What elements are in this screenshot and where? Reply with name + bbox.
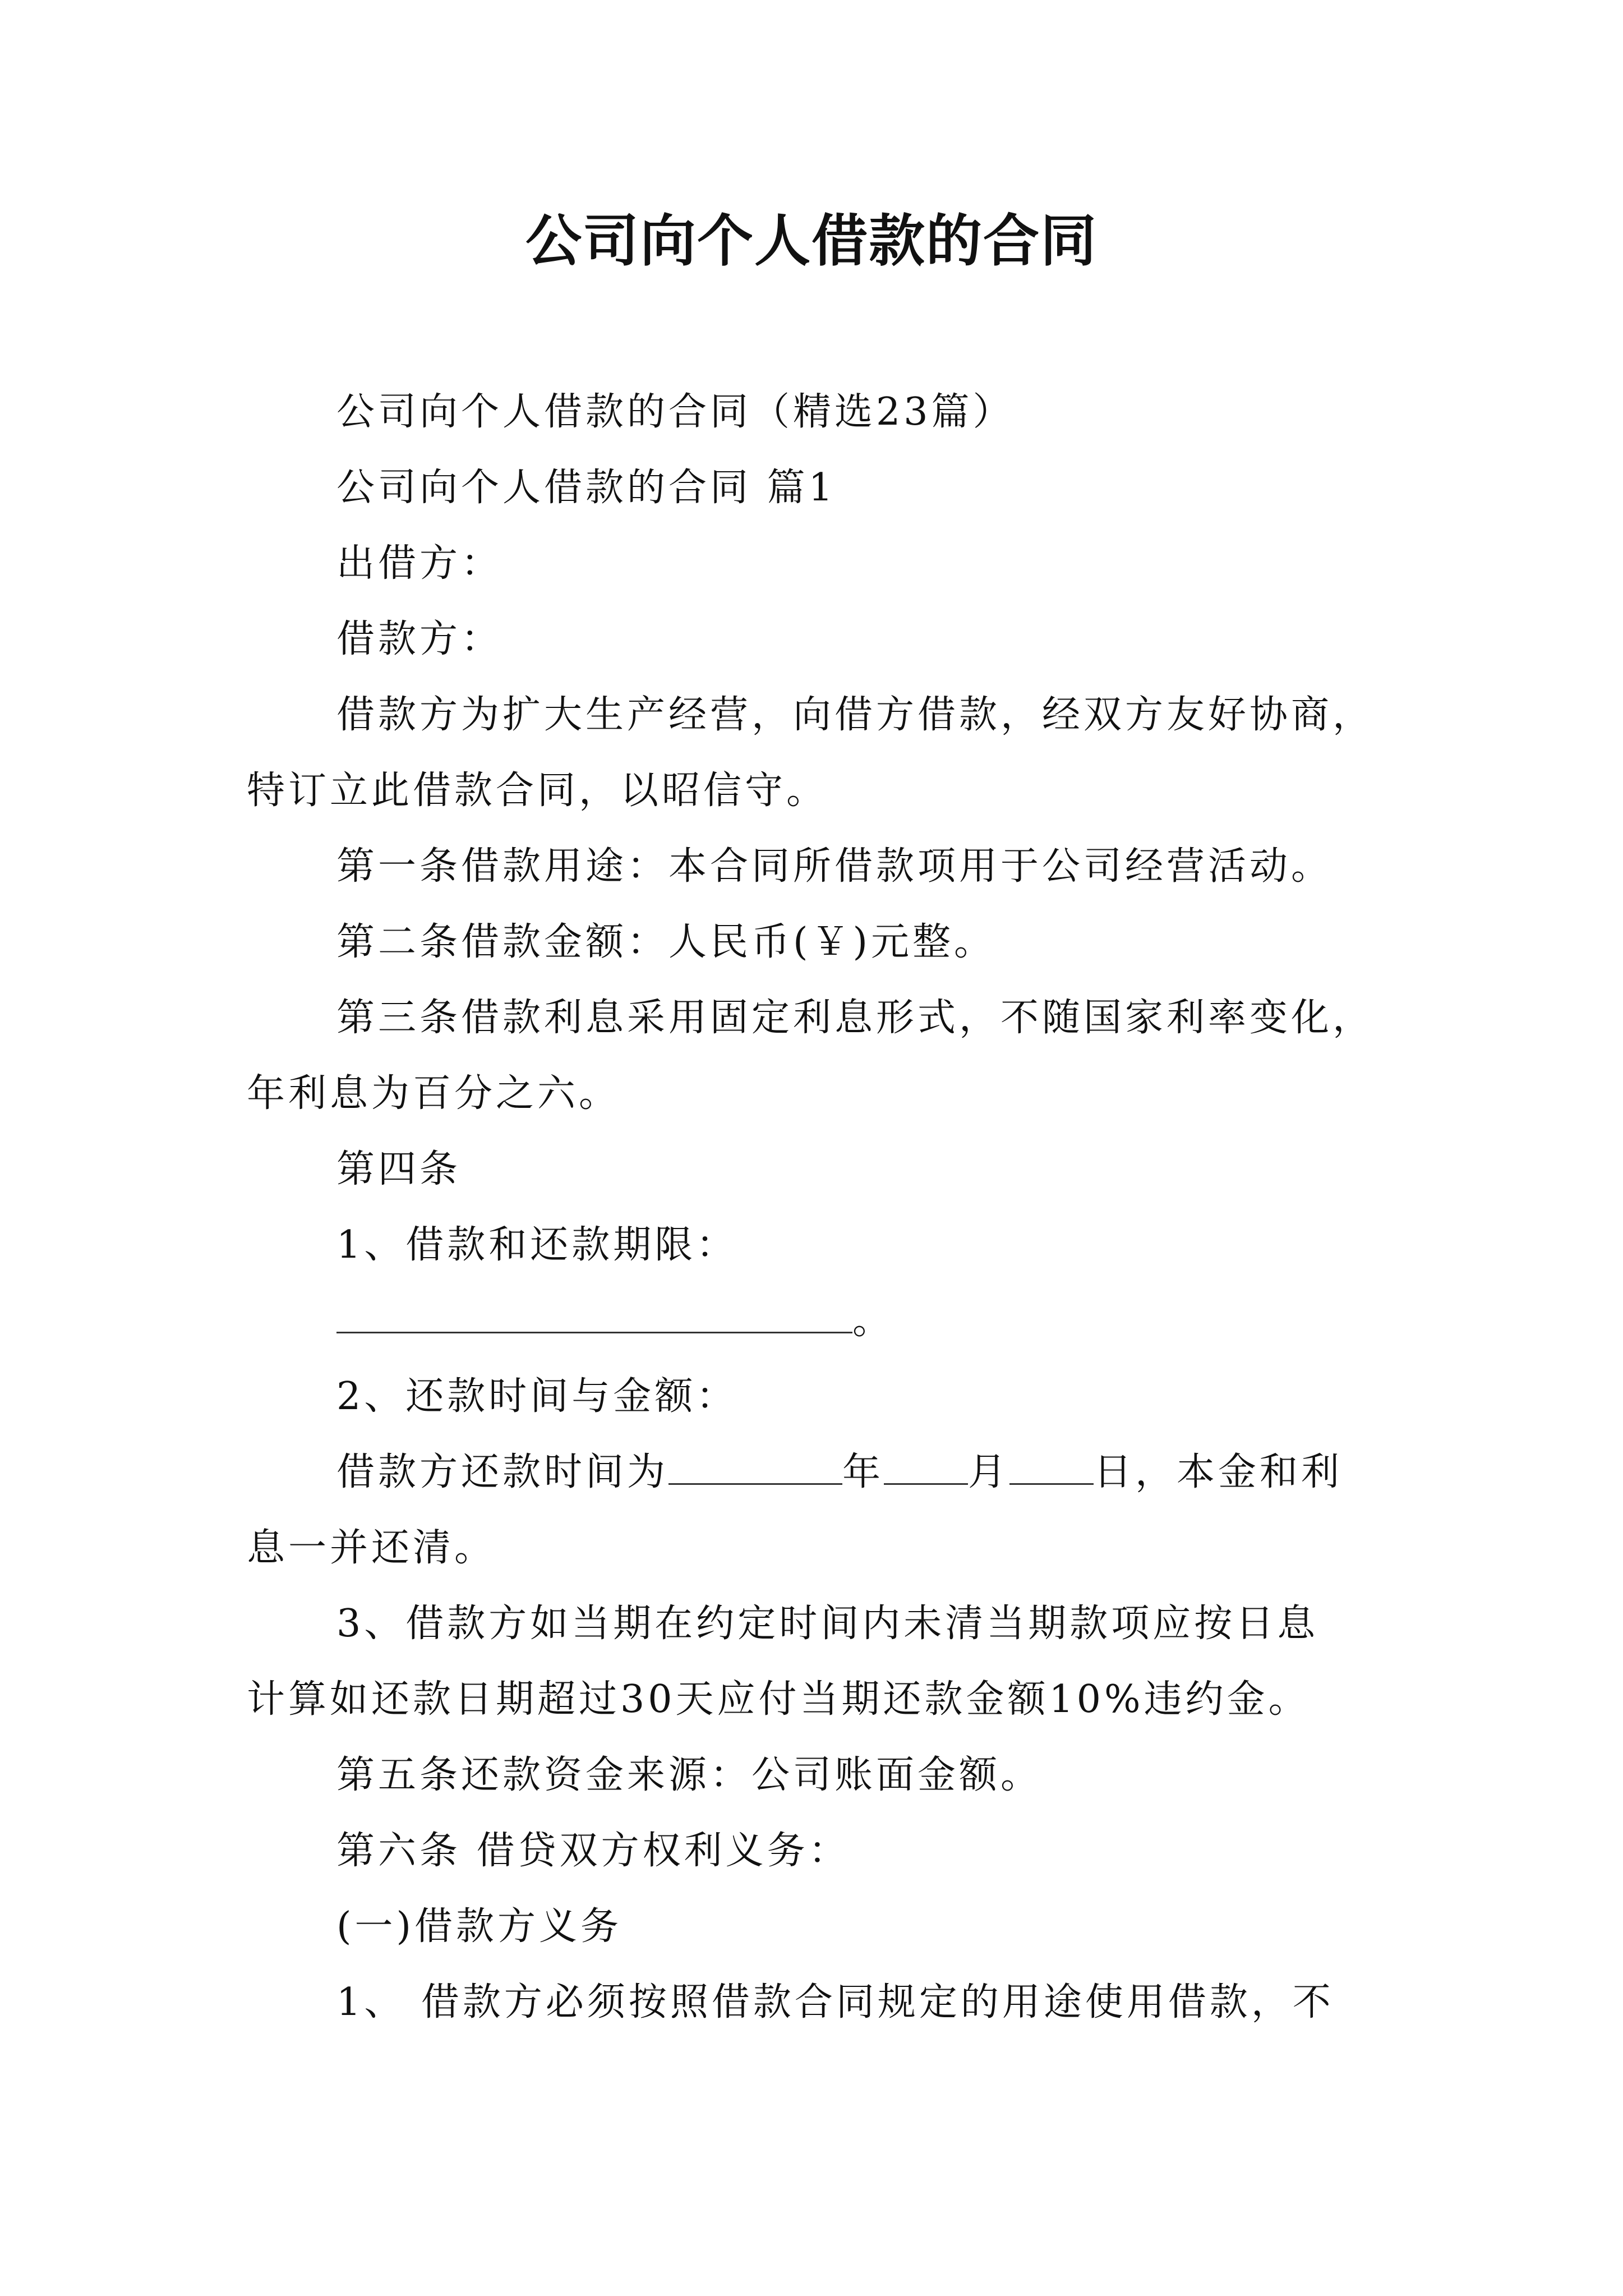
repayment-date-row bbox=[336, 1447, 1343, 1498]
fill-in-blank bbox=[336, 1299, 852, 1333]
paragraph-line: 息一并还清。 bbox=[247, 1526, 496, 1570]
clause-2: 第二条借款金额：人民币(￥)元整。 bbox=[336, 920, 996, 964]
clause-4-item-3: 3、借款方如当期在约定时间内未清当期款项应按日息 bbox=[336, 1602, 1319, 1646]
paragraph-line: 特订立此借款合同，以昭信守。 bbox=[247, 769, 828, 813]
clause-6-item-1: 1、 借款方必须按照借款合同规定的用途使用借款，不 bbox=[336, 1980, 1334, 2024]
day-label-text: 日，本金和利 bbox=[1094, 1450, 1343, 1494]
day-blank bbox=[1009, 1451, 1094, 1485]
clause-5: 第五条还款资金来源：公司账面金额。 bbox=[336, 1753, 1043, 1797]
paragraph-line: 计算如还款日期超过30天应付当期还款金额10%违约金。 bbox=[247, 1677, 1310, 1722]
document-title: 公司向个人借款的合同 bbox=[525, 208, 1098, 274]
blank-line-end: 。 bbox=[852, 1299, 895, 1343]
clause-6: 第六条 借贷双方权利义务： bbox=[336, 1829, 850, 1873]
repayment-text: 借款方还款时间为 bbox=[336, 1450, 669, 1494]
clause-4: 第四条 bbox=[336, 1147, 462, 1191]
month-label: 月 bbox=[968, 1450, 1010, 1494]
paragraph-line: 借款方为扩大生产经营，向借方借款，经双方友好协商， bbox=[336, 693, 1375, 737]
blank-line-row bbox=[336, 1296, 894, 1346]
year-blank bbox=[668, 1451, 842, 1485]
clause-1: 第一条借款用途：本合同所借款项用于公司经营活动。 bbox=[336, 844, 1333, 889]
doc-subtitle: 公司向个人借款的合同（精选23篇） bbox=[336, 390, 1015, 434]
clause-4-item-2: 2、还款时间与金额： bbox=[336, 1374, 738, 1419]
clause-4-item-1: 1、借款和还款期限： bbox=[336, 1223, 738, 1267]
lender-label: 出借方： bbox=[336, 541, 503, 586]
paragraph-line: 年利息为百分之六。 bbox=[247, 1071, 621, 1116]
clause-6-subheading: (一)借款方义务 bbox=[336, 1904, 623, 1949]
year-label: 年 bbox=[842, 1450, 884, 1494]
borrower-label: 借款方： bbox=[336, 617, 503, 661]
month-blank bbox=[884, 1451, 968, 1485]
clause-3: 第三条借款利息采用固定利息形式，不随国家利率变化， bbox=[336, 996, 1375, 1040]
section-heading: 公司向个人借款的合同 篇1 bbox=[336, 466, 836, 510]
